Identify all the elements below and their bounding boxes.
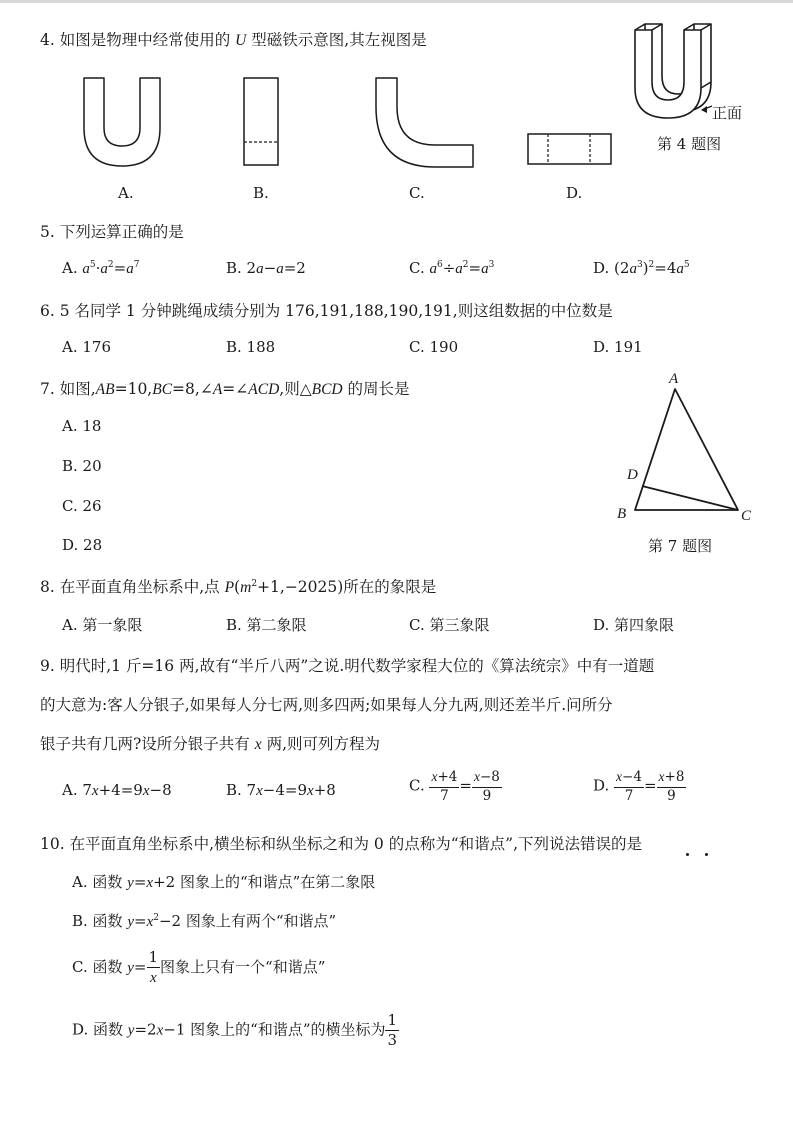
q6-option-d: D. 191 xyxy=(593,338,643,356)
q7-option-c: C. 26 xyxy=(62,497,102,515)
q6-option-b: B. 188 xyxy=(226,338,276,356)
q9-stem-line-3: 银子共有几两?设所分银子共有 x 两,则可列方程为 xyxy=(40,735,380,753)
q6-stem: 6. 5 名同学 1 分钟跳绳成绩分别为 176,191,188,190,191,则这组数据的中位数是 xyxy=(40,302,613,320)
q8-stem: 8. 在平面直角坐标系中,点 $P(m^2+1,-2025)$所在的象限是 xyxy=(40,578,437,596)
q5-option-b: B. 2a−a=2 xyxy=(226,259,306,277)
q4-stem: 4. 如图是物理中经常使用的 U 型磁铁示意图,其左视图是 xyxy=(40,31,427,49)
q7-option-b: B. 20 xyxy=(62,457,102,475)
emphasis-dot xyxy=(705,853,708,856)
q9-option-b: B. 7x−4=9x+8 xyxy=(226,781,336,799)
q4-front-label: 正面 xyxy=(712,104,743,122)
q4-option-a-label: A. xyxy=(118,184,134,202)
q7-figure-caption: 第 7 题图 xyxy=(648,537,713,555)
page-top-border xyxy=(0,0,793,3)
emphasis-dot xyxy=(686,853,689,856)
q7-vertex-d-label: D xyxy=(627,467,638,483)
q4-option-a-figure xyxy=(82,76,162,168)
q10-option-a: A. 函数 y=x+2 图象上的“和谐点”在第二象限 xyxy=(72,873,376,891)
q8-option-b: B. 第二象限 xyxy=(226,616,307,634)
q9-option-d: D. $\frac{x-4}{7}$ = $\frac{x+8}{9}$ xyxy=(593,769,685,804)
q4-option-b-label: B. xyxy=(253,184,269,202)
q5-stem: 5. 下列运算正确的是 xyxy=(40,223,184,241)
q8-option-d: D. 第四象限 xyxy=(593,616,675,634)
q4-option-d-figure xyxy=(527,133,613,167)
q7-option-d: D. 28 xyxy=(62,536,103,554)
q4-option-c-figure xyxy=(375,77,475,169)
q5-option-a: A. $a^5\cdot a^2=a^7$ xyxy=(62,259,140,277)
q5-option-d: D. $(2a^3)^2=4a^5$ xyxy=(593,259,690,277)
q8-option-c: C. 第三象限 xyxy=(409,616,490,634)
q10-option-c: C. 函数 y= $\frac{1}{x}$ 图象上只有一个“和谐点” xyxy=(72,948,326,986)
q5-option-c: C. $a^6\div a^2=a^3$ xyxy=(409,259,495,277)
q4-figure-caption: 第 4 题图 xyxy=(657,135,722,153)
q9-stem-line-2: 的大意为:客人分银子,如果每人分七两,则多四两;如果每人分九两,则还差半斤.问所分 xyxy=(40,696,613,714)
q6-option-c: C. 190 xyxy=(409,338,459,356)
q8-option-a: A. 第一象限 xyxy=(62,616,143,634)
q4-option-b-figure xyxy=(243,77,279,167)
q4-option-d-label: D. xyxy=(566,184,583,202)
q9-option-a: A. 7x+4=9x−8 xyxy=(62,781,172,799)
q4-option-c-label: C. xyxy=(409,184,425,202)
q9-option-c: C. $\frac{x+4}{7}$ = $\frac{x-8}{9}$ xyxy=(409,769,500,804)
q7-vertex-b-label: B xyxy=(617,506,627,522)
q7-stem: 7. 如图,AB=10,BC=8,∠A=∠ACD,则△BCD 的周长是 xyxy=(40,380,410,398)
q6-option-a: A. 176 xyxy=(62,338,111,356)
q7-triangle-figure xyxy=(625,385,745,515)
q10-option-d: D. 函数 y=2x−1 图象上的“和谐点”的横坐标为 $\frac{1}{3}$ xyxy=(72,1011,398,1049)
q7-vertex-a-label: A xyxy=(669,371,679,387)
q10-stem: 10. 在平面直角坐标系中,横坐标和纵坐标之和为 0 的点称为“和谐点”,下列说法错误的是 xyxy=(40,835,642,853)
q7-vertex-c-label: C xyxy=(741,508,752,524)
q9-stem-line-1: 9. 明代时,1 斤=16 两,故有“半斤八两”之说.明代数学家程大位的《算法统宗》中有一道题 xyxy=(40,657,655,675)
q10-option-b: B. 函数 $y=x^2-2$ 图象上有两个“和谐点” xyxy=(72,912,337,930)
q7-option-a: A. 18 xyxy=(62,417,102,435)
